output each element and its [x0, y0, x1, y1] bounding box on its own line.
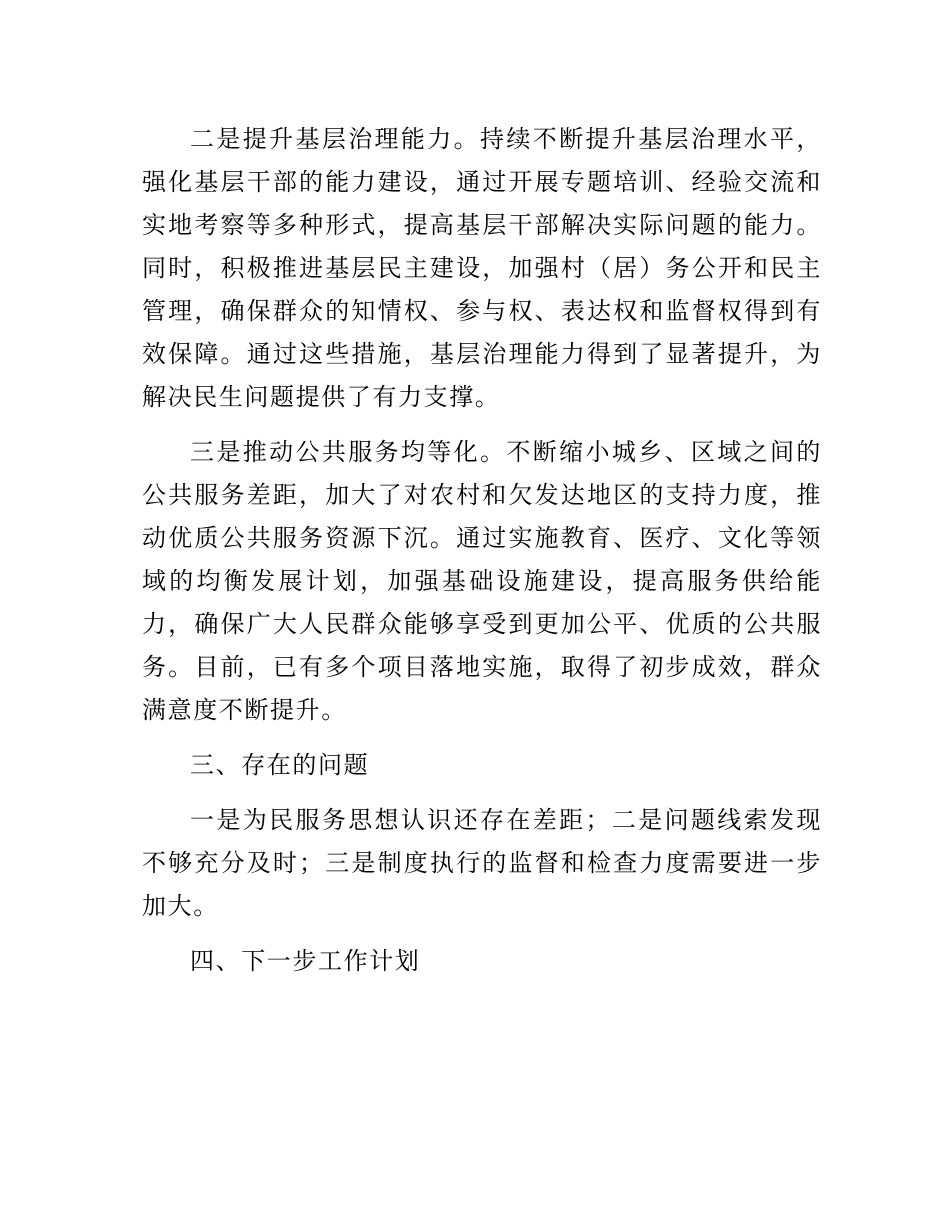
section-heading-problems: 三、存在的问题 [190, 751, 370, 779]
paragraph-problems: 一是为民服务思想认识还存在差距；二是问题线索发现不够充分及时；三是制度执行的监督和检查力度需要进一步加大。 [142, 806, 822, 920]
paragraph-public-services: 三是推动公共服务均等化。不断缩小城乡、区域之间的公共服务差距，加大了对农村和欠发达地区的支持力度，推动优质公共服务资源下沉。通过实施教育、医疗、文化等领域的均衡发展计划，加强基础设施建设，提高服务供给能力，确保广大人民群众能够享受到更加公平、优质的公共服务。目前，已有多个项目落地实施，取得了初步成效，群众满意度不断提升。 [142, 438, 822, 724]
document-body [142, 118, 822, 995]
section-heading-next-plan: 四、下一步工作计划 [190, 947, 421, 975]
paragraph-governance-capacity: 二是提升基层治理能力。持续不断提升基层治理水平，强化基层干部的能力建设，通过开展专题培训、经验交流和实地考察等多种形式，提高基层干部解决实际问题的能力。同时，积极推进基层民主建设，加强村（居）务公开和民主管理，确保群众的知情权、参与权、表达权和监督权得到有效保障。通过这些措施，基层治理能力得到了显著提升，为解决民生问题提供了有力支撑。 [142, 125, 822, 411]
